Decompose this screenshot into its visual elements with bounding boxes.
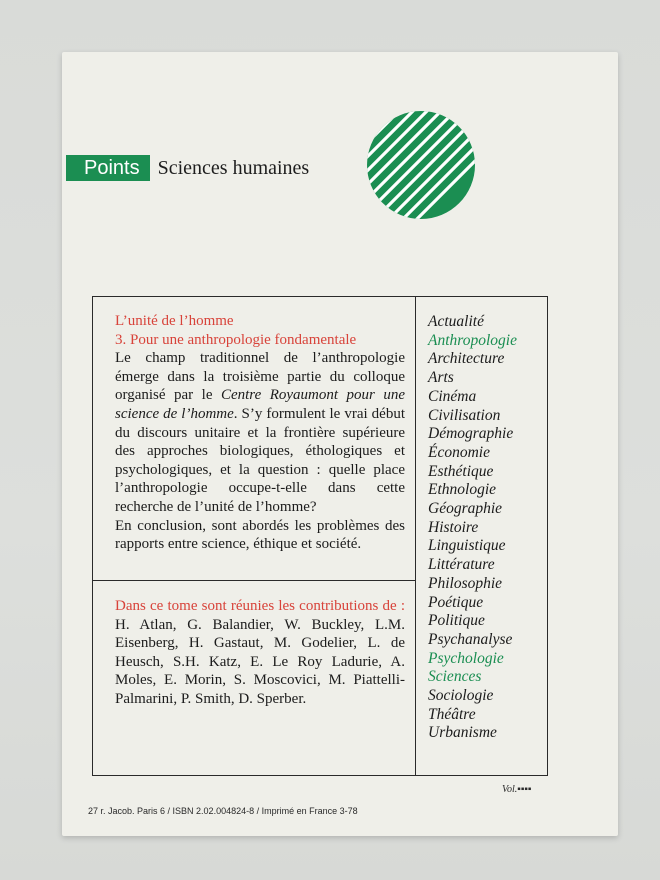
- book-title: L’unité de l’homme: [115, 313, 234, 329]
- subject-item: Géographie: [428, 500, 503, 518]
- subject-item: Actualité: [428, 313, 484, 330]
- subjects-list: [428, 313, 517, 743]
- subject-item: Sciences: [428, 668, 482, 686]
- book-subtitle: 3. Pour une anthropologie fondamentale: [115, 331, 357, 348]
- book-description: [115, 312, 405, 554]
- contributors-names: H. Atlan, G. Balandier, W. Buckley, L.M. Eisenberg, H. Gastaut, M. Godelier, L. de Heusch, S.H. Katz, E. Le Roy Ladurie, A. Moles, E. Morin, S. Moscovici, M. Piattelli-Palmarini, P. Smith, D. Sperber.: [115, 616, 405, 707]
- subject-item: Linguistique: [428, 537, 506, 555]
- conclusion-paragraph: En conclusion, sont abordés les problèmes des rapports entre science, éthique et société.: [115, 517, 405, 553]
- contributors-section: [115, 597, 405, 709]
- volume-mark: Vol.▪▪▪▪: [502, 784, 532, 795]
- column-divider: [415, 296, 416, 775]
- subject-item: Psychologie: [428, 649, 504, 667]
- subject-item: Poétique: [428, 593, 484, 611]
- subject-item: Politique: [428, 612, 485, 630]
- description-paragraph: [115, 349, 405, 516]
- subject-item: Psychanalyse: [428, 630, 513, 648]
- subject-item: Ethnologie: [428, 481, 497, 499]
- subject-item: Littérature: [428, 556, 495, 574]
- collection-title: Sciences humaines: [157, 156, 310, 179]
- points-logo-icon: [366, 110, 476, 220]
- subject-item: Urbanisme: [428, 724, 497, 742]
- description-text-a: Le champ traditionnel de l’anthropologie émerge dans la troisième partie du colloque organisé par le: [115, 350, 405, 404]
- subject-item: Théâtre: [428, 705, 476, 723]
- subject-item: Économie: [428, 443, 490, 461]
- subject-item: Histoire: [428, 518, 479, 536]
- subject-item: Arts: [428, 369, 454, 387]
- subject-item: Architecture: [428, 350, 505, 368]
- series-label: Points: [66, 155, 150, 181]
- subject-item: Civilisation: [428, 406, 501, 424]
- subject-item: Philosophie: [428, 574, 503, 592]
- subject-item: Sociologie: [428, 687, 494, 705]
- series-banner: [66, 155, 309, 181]
- subject-item: Esthétique: [428, 462, 494, 480]
- institution-name: Centre Royaumont pour une science de l’homme: [115, 387, 405, 422]
- section-divider: [92, 580, 416, 581]
- subject-item: Démographie: [428, 425, 514, 443]
- contributors-intro: Dans ce tome sont réunies les contributions de :: [115, 598, 405, 614]
- imprint-line: 27 r. Jacob. Paris 6 / ISBN 2.02.004824-8 / Imprimé en France 3-78: [88, 806, 358, 816]
- subject-item: Cinéma: [428, 387, 477, 405]
- subject-item: Anthropologie: [428, 331, 517, 349]
- description-text-b: . S’y formulent le vrai début du discours unitaire et la frontière supérieure des approches biologiques, éthologiques et psychologiques, et la question : quelle place l’anthropologie occupe-t-elle dans cette recherche de l’unité de l’homme?: [115, 405, 405, 515]
